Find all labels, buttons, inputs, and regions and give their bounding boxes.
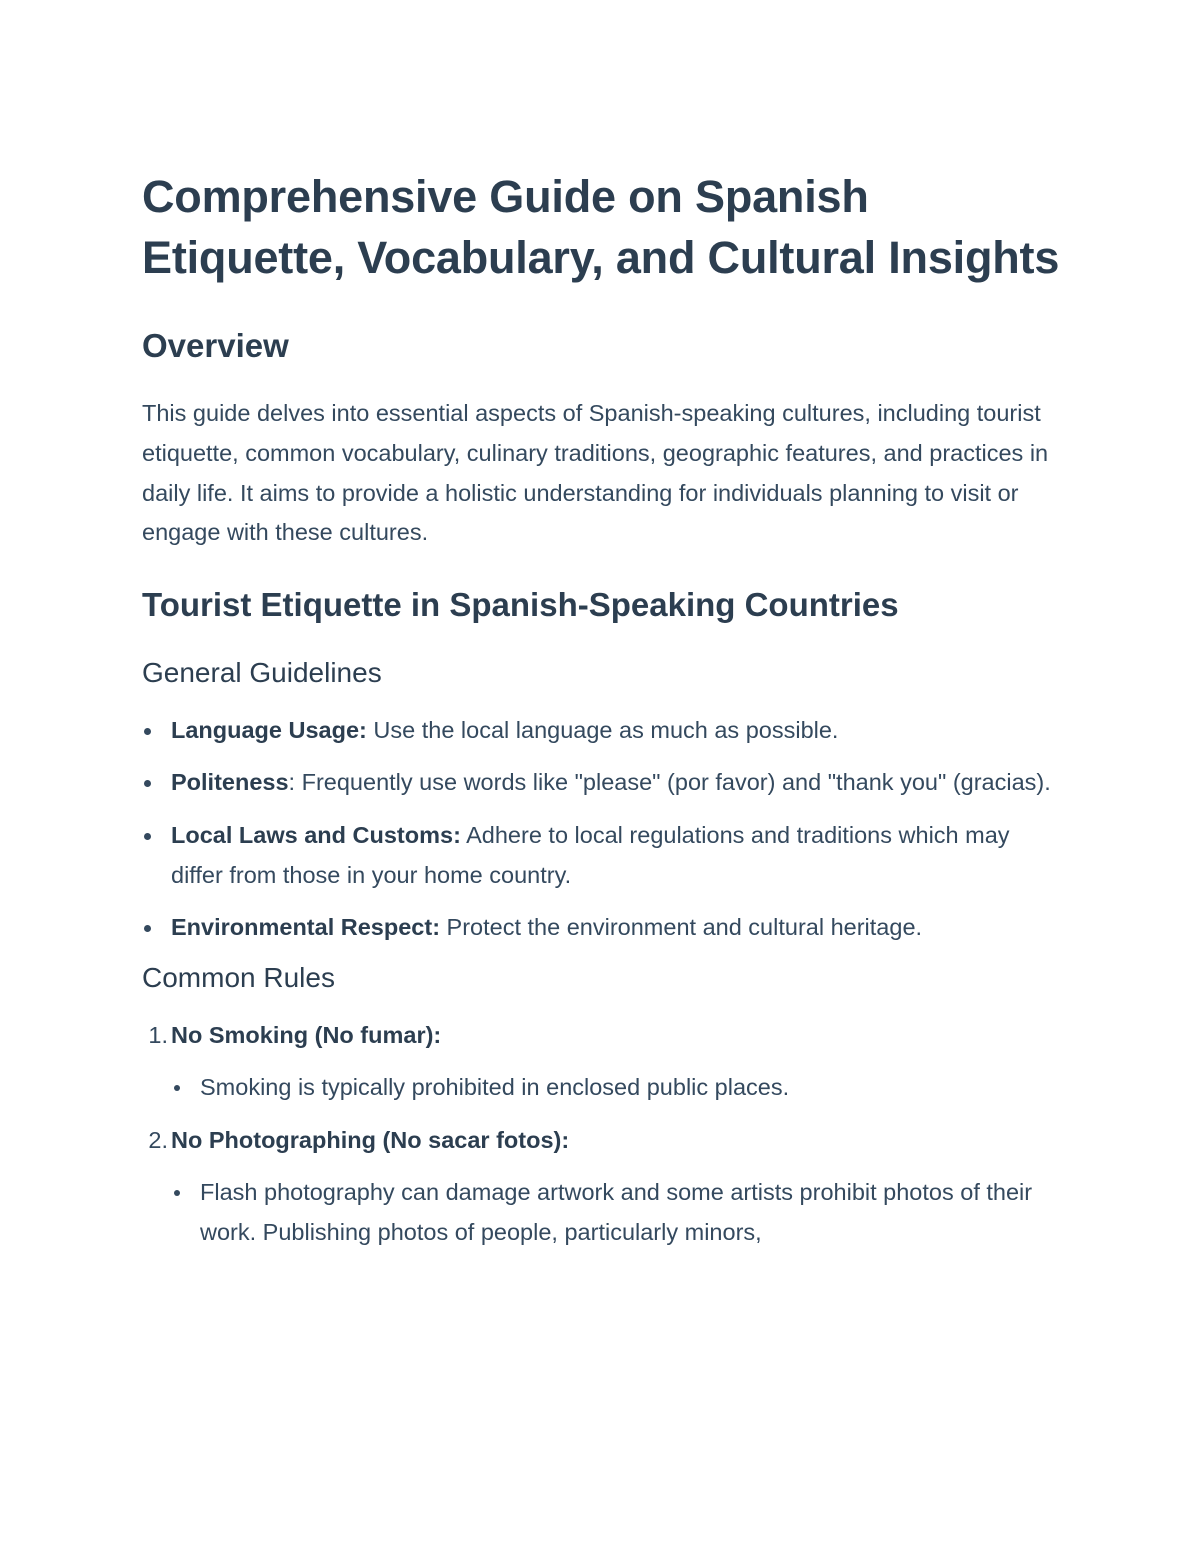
- overview-heading: Overview: [142, 327, 289, 364]
- bullet-icon: [174, 1190, 180, 1196]
- rule-detail: [171, 1068, 1060, 1108]
- item-text: Adhere to local regulations and traditions which may differ from those in your home country.: [171, 821, 1010, 888]
- item-text: Frequently use words like "please" (por favor) and "thank you" (gracias).: [295, 769, 1051, 796]
- bullet-icon: [144, 728, 151, 735]
- rule-title: No Photographing (No sacar fotos):: [171, 1126, 570, 1153]
- rule-detail: [171, 1173, 1060, 1253]
- item-separator: :: [288, 769, 296, 796]
- item-term: Language Usage: [171, 717, 360, 744]
- general-guidelines-heading: General Guidelines: [142, 657, 382, 689]
- bullet-icon: [144, 780, 151, 787]
- guidelines-list: [142, 711, 1060, 947]
- rule-item: [142, 1121, 1060, 1253]
- common-rules-heading: Common Rules: [142, 962, 335, 994]
- item-separator: :: [453, 821, 461, 848]
- rule-detail-list: [171, 1068, 1060, 1108]
- etiquette-heading: Tourist Etiquette in Spanish-Speaking Countries: [142, 586, 899, 624]
- item-term: Politeness: [171, 769, 289, 796]
- item-text: Use the local language as much as possible.: [366, 717, 839, 744]
- item-term: Environmental Respect: [171, 913, 433, 940]
- bullet-icon: [144, 925, 151, 932]
- list-item: [142, 763, 1060, 803]
- rule-detail-text: Flash photography can damage artwork and some artists prohibit photos of their work. Publishing photos of people, particularly minors,: [200, 1179, 1033, 1245]
- item-term: Local Laws and Customs: [171, 821, 454, 848]
- list-item: [142, 816, 1060, 896]
- document-title: Comprehensive Guide on Spanish Etiquette, Vocabulary, and Cultural Insights: [142, 171, 1060, 283]
- rule-title: No Smoking (No fumar):: [171, 1022, 442, 1049]
- rule-detail-list: [171, 1173, 1060, 1253]
- list-item: [142, 908, 1060, 948]
- overview-paragraph: This guide delves into essential aspects of Spanish-speaking cultures, including tourist etiquette, common vocabulary, culinary traditions, geographic features, and practices in daily life. It aims to provide a holistic understanding for individuals planning to visit or engage with these cultures.: [142, 400, 1049, 546]
- rule-item: [142, 1016, 1060, 1108]
- item-text: Protect the environment and cultural heritage.: [440, 913, 923, 940]
- item-separator: :: [432, 913, 441, 940]
- rule-number: 2.: [148, 1126, 168, 1153]
- rule-number: 1.: [148, 1022, 168, 1049]
- item-separator: :: [359, 717, 367, 744]
- bullet-icon: [174, 1085, 180, 1091]
- bullet-icon: [144, 833, 151, 840]
- rules-list: [142, 1016, 1060, 1252]
- list-item: [142, 711, 1060, 751]
- rule-detail-text: Smoking is typically prohibited in enclosed public places.: [200, 1074, 790, 1101]
